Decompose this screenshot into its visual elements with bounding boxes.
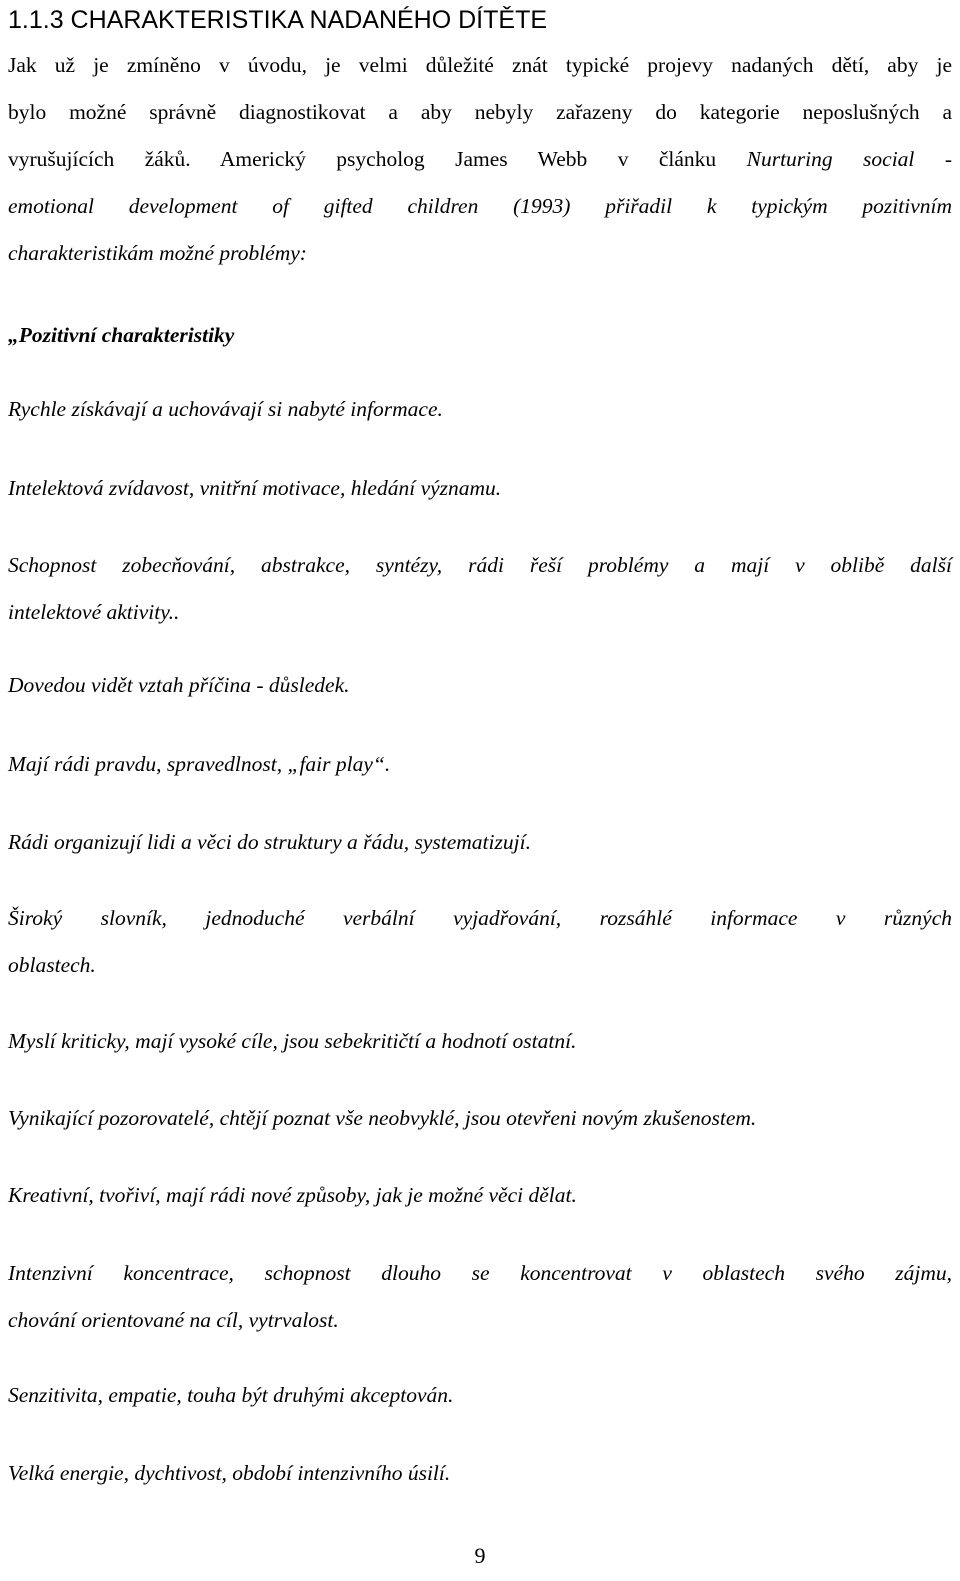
characteristic-item-12 bbox=[8, 1372, 952, 1419]
intro-line-5: charakteristikám možné problémy: bbox=[8, 241, 307, 265]
characteristic-line: Rádi organizují lidi a věci do struktury a řádu, systematizují. bbox=[8, 830, 531, 854]
characteristic-line: oblastech. bbox=[8, 953, 96, 977]
page-number: 9 bbox=[474, 1543, 486, 1568]
characteristic-line: chování orientované na cíl, vytrvalost. bbox=[8, 1308, 339, 1332]
characteristic-item-10 bbox=[8, 1172, 952, 1219]
intro-line-2: bylo možné správně diagnostikovat a aby nebyly zařazeny do kategorie neposlušných a bbox=[8, 100, 952, 124]
characteristic-item-13 bbox=[8, 1450, 952, 1497]
characteristic-item-6 bbox=[8, 819, 952, 866]
characteristic-line: Intenzivní koncentrace, schopnost dlouho se koncentrovat v oblastech svého zájmu, bbox=[8, 1261, 952, 1285]
characteristic-item-3 bbox=[8, 542, 952, 636]
characteristic-line: Dovedou vidět vztah příčina - důsledek. bbox=[8, 673, 350, 697]
characteristic-item-5 bbox=[8, 741, 952, 788]
characteristic-line: Mají rádi pravdu, spravedlnost, „fair play“. bbox=[8, 752, 391, 776]
characteristic-item-4 bbox=[8, 662, 952, 709]
characteristic-line: Velká energie, dychtivost, období intenzivního úsilí. bbox=[8, 1461, 451, 1485]
characteristic-item-9 bbox=[8, 1095, 952, 1142]
intro-line-3 bbox=[8, 136, 952, 183]
characteristic-line: Schopnost zobecňování, abstrakce, syntézy, rádi řeší problémy a mají v oblibě další bbox=[8, 553, 952, 577]
intro-line-1: Jak už je zmíněno v úvodu, je velmi důležité znát typické projevy nadaných dětí, aby je bbox=[8, 53, 952, 77]
characteristic-line: Široký slovník, jednoduché verbální vyjadřování, rozsáhlé informace v různých bbox=[8, 906, 952, 930]
characteristic-line: Intelektová zvídavost, vnitřní motivace, hledání významu. bbox=[8, 476, 502, 500]
characteristic-item-8 bbox=[8, 1018, 952, 1065]
characteristic-line: Myslí kriticky, mají vysoké cíle, jsou sebekritičtí a hodnotí ostatní. bbox=[8, 1029, 577, 1053]
characteristic-item-1 bbox=[8, 386, 952, 433]
intro-paragraph bbox=[8, 42, 952, 277]
characteristic-line: Vynikající pozorovatelé, chtějí poznat vše neobvyklé, jsou otevřeni novým zkušenostem. bbox=[8, 1106, 757, 1130]
characteristic-line: Senzitivita, empatie, touha být druhými akceptován. bbox=[8, 1383, 454, 1407]
intro-line-3-text: vyrušujících žáků. Americký psycholog James Webb v článku bbox=[8, 147, 747, 171]
intro-line-4: emotional development of gifted children (1993) přiřadil k typickým pozitivním bbox=[8, 194, 952, 218]
characteristic-item-7 bbox=[8, 895, 952, 989]
characteristic-item-2 bbox=[8, 465, 952, 512]
section-heading: 1.1.3 CHARAKTERISTIKA NADANÉHO DÍTĚTE bbox=[8, 6, 548, 34]
characteristic-line: intelektové aktivity.. bbox=[8, 600, 180, 624]
characteristic-line: Rychle získávají a uchovávají si nabyté informace. bbox=[8, 397, 443, 421]
article-title-part-1: Nurturing social - bbox=[746, 147, 952, 171]
characteristic-line: Kreativní, tvořiví, mají rádi nové způsoby, jak je možné věci dělat. bbox=[8, 1183, 577, 1207]
characteristics-subheading: „Pozitivní charakteristiky bbox=[8, 323, 235, 347]
characteristic-item-11 bbox=[8, 1250, 952, 1344]
